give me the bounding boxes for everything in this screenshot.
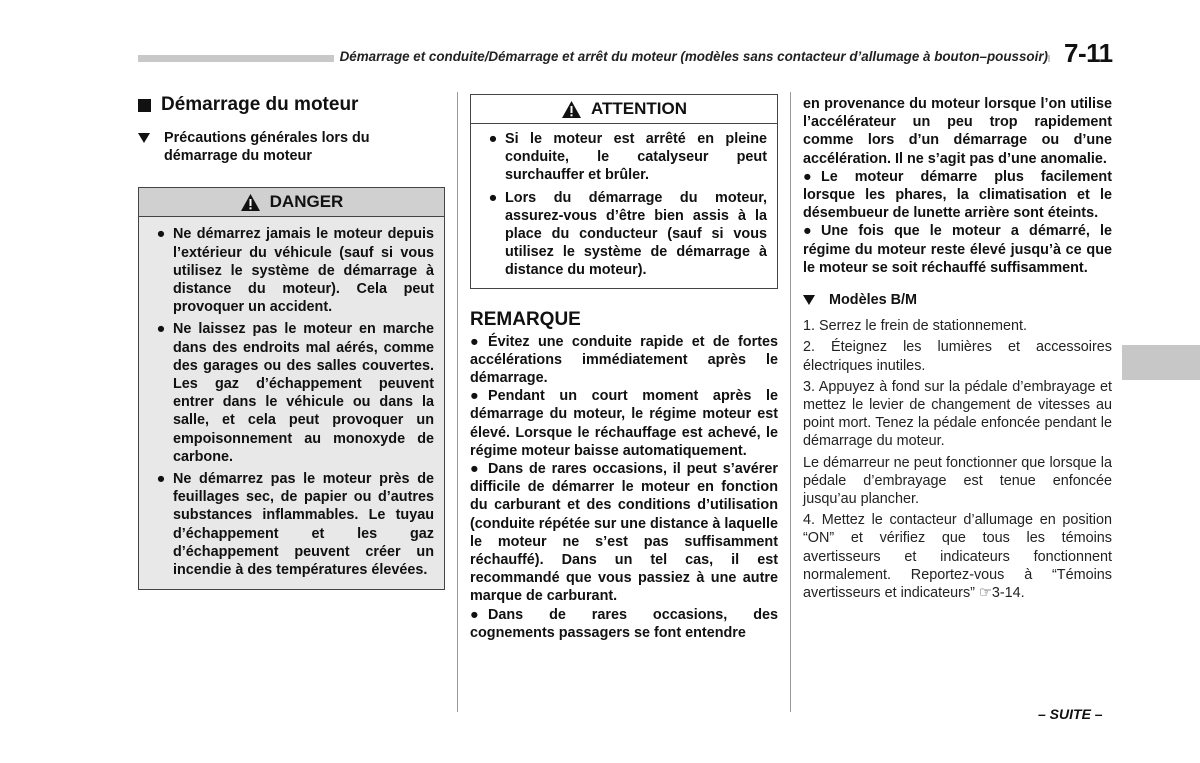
remark-title: REMARQUE: [470, 308, 581, 330]
attention-header: [471, 95, 777, 124]
attention-item: ● Lors du démarrage du moteur, assurez-vous d’être bien assis à la place du conducteur (sauf si vous utilisez le système de démarrage à distance du moteur).: [488, 189, 767, 279]
chapter-thumb-tab: [1122, 345, 1200, 380]
column-3: [803, 95, 1112, 605]
danger-body: [139, 217, 444, 589]
warning-triangle-icon: [561, 100, 582, 119]
warning-triangle-icon: [240, 193, 261, 212]
square-bullet-icon: [138, 99, 151, 112]
triangle-down-icon: [138, 133, 150, 143]
step-note: Le démarreur ne peut fonctionner que lorsque la pédale d’embrayage est tenue enfoncée jusqu’au plancher.: [803, 454, 1112, 508]
triangle-down-icon: [803, 295, 815, 305]
continued-label: – SUITE –: [1038, 706, 1103, 722]
page-number: 7-11: [1064, 38, 1113, 68]
remark-continuation: en provenance du moteur lorsque l’on utilise l’accélérateur un peu trop rapidement comme lors d’un démarrage ou d’une accélération. Il ne s’agit pas d’une anomalie.: [803, 96, 1112, 167]
remark-paragraph: ● Dans de rares occasions, il peut s’avérer difficile de démarrer le moteur en fonction du carburant et des conditions d’utilisation (conduite répétée sur une distance à laquelle le moteur ne s’est pas suffisamment réchauffé). Dans un tel cas, il est recommandé que vous passiez à une autre marque de carburant.: [470, 461, 778, 605]
subsection-heading: Précautions générales lors du démarrage du moteur: [138, 129, 445, 165]
attention-item: ● Si le moteur est arrêté en pleine conduite, le catalyseur peut surchauffer et brûler.: [488, 131, 767, 184]
danger-item: ● Ne démarrez jamais le moteur depuis l’extérieur du véhicule (sauf si vous utilisez le système de démarrage à distance du moteur). Cela peut provoquer un accident.: [156, 226, 434, 316]
remark-paragraph: ● Dans de rares occasions, des cognements passagers se font entendre: [470, 606, 778, 641]
danger-item: ● Ne démarrez pas le moteur près de feuillages sec, de papier ou d’autres substances inflammables. Le tuyau d’échappement et les gaz d’échappement peuvent créer un incendie à des températures élevées.: [156, 471, 434, 579]
column-divider: [790, 92, 791, 712]
subsection-heading: Modèles B/M: [803, 291, 1112, 309]
danger-header: [139, 188, 444, 217]
step-1: 1. Serrez le frein de stationnement.: [803, 318, 1027, 335]
attention-body: [471, 124, 777, 288]
column-1: [138, 92, 445, 590]
column-2: [470, 94, 778, 642]
remark-paragraph: ● Le moteur démarre plus facilement lorsque les phares, la climatisation et le désembueur de lunette arrière sont éteints.: [803, 168, 1112, 222]
danger-box: [138, 187, 445, 590]
running-header: Démarrage et conduite/Démarrage et arrêt du moteur (modèles sans contacteur d’allumage à bouton–poussoir): [334, 49, 1048, 64]
remark-paragraph: ● Évitez une conduite rapide et de fortes accélérations immédiatement après le démarrage.: [470, 333, 778, 387]
danger-label: DANGER: [269, 192, 344, 212]
step-4: 4. Mettez le contacteur d’allumage en position “ON” et vérifiez que tous les témoins avertisseurs et indicateurs fonctionnent normalement. Reportez-vous à “Témoins avertisseurs et indicateurs” ☞3-14.: [803, 512, 1112, 602]
step-2: 2. Éteignez les lumières et accessoires électriques inutiles.: [803, 339, 1112, 374]
remark-paragraph: ● Pendant un court moment après le démarrage du moteur, le régime moteur est élevé. Lorsque le réchauffage est achevé, le régime moteur baisse automatiquement.: [470, 388, 778, 459]
column-divider: [457, 92, 458, 712]
attention-box: [470, 94, 778, 289]
remark-paragraph: ● Une fois que le moteur a démarré, le régime du moteur reste élevé jusqu’à ce que le moteur se soit réchauffé suffisamment.: [803, 223, 1112, 276]
attention-label: ATTENTION: [590, 98, 687, 118]
section-title: Démarrage du moteur: [138, 92, 445, 118]
step-3: 3. Appuyez à fond sur la pédale d’embrayage et mettez le levier de changement de vitesses au point mort. Tenez la pédale enfoncée pendant le démarrage du moteur.: [803, 378, 1112, 450]
danger-item: ● Ne laissez pas le moteur en marche dans des endroits mal aérés, comme des garages ou des salles couvertes. Les gaz d’échappement peuvent entrer dans le véhicule ou dans la salle, et cela peut provoquer un empoisonnement au monoxyde de carbone.: [156, 321, 434, 465]
